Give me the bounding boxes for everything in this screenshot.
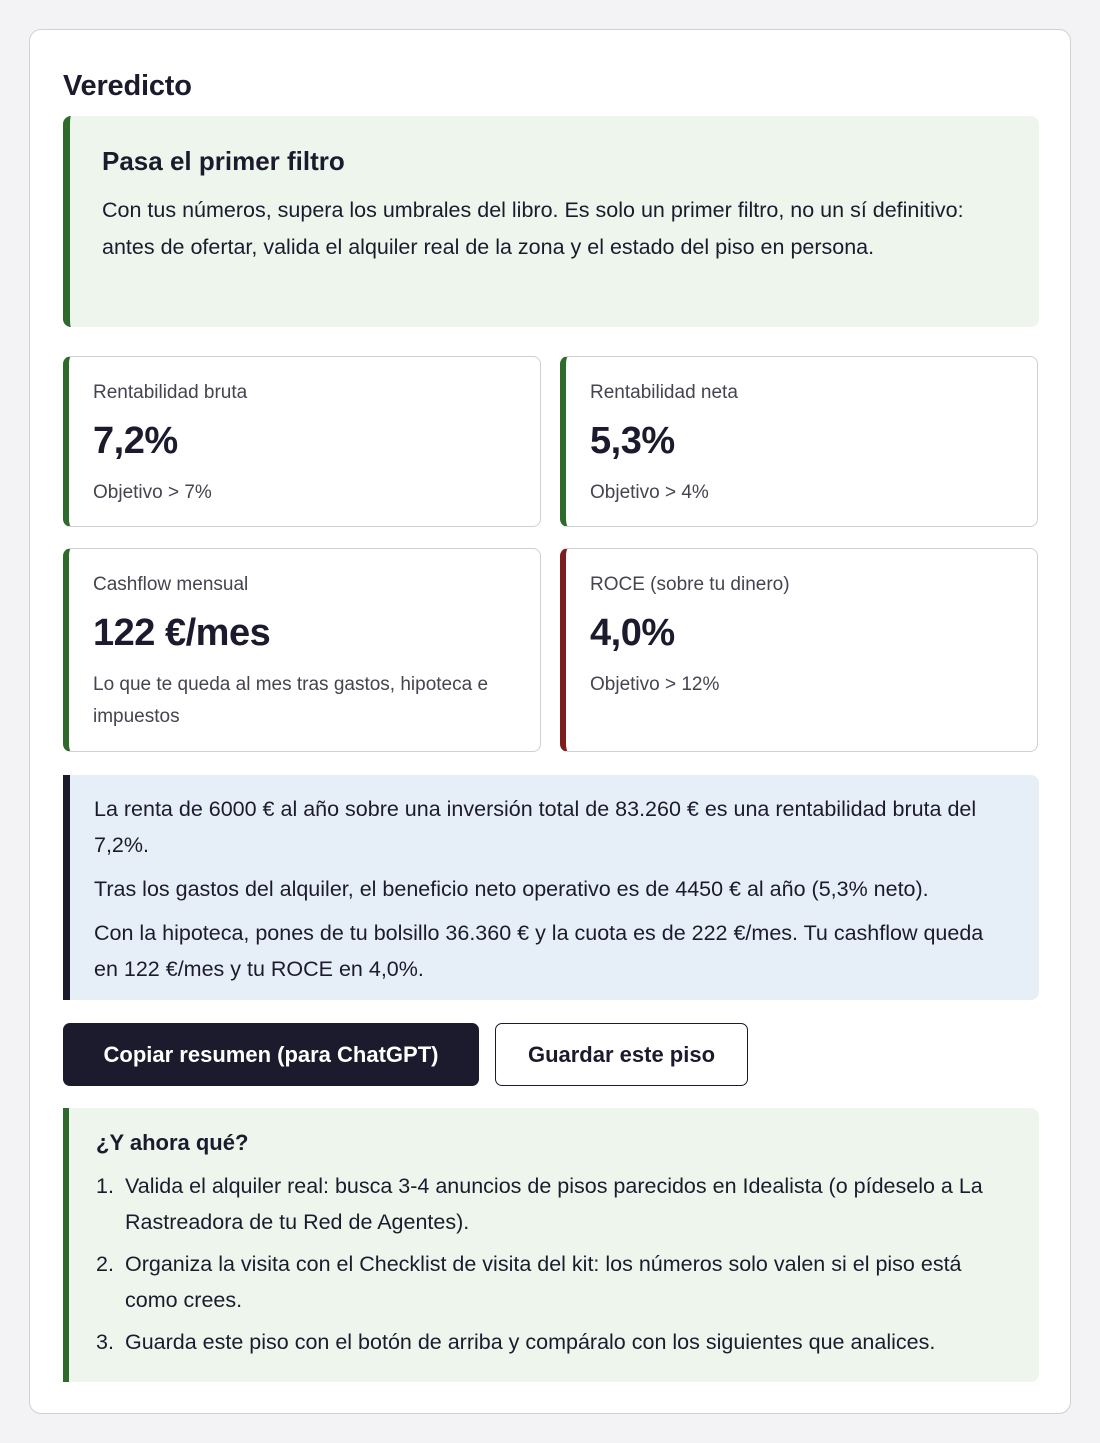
- save-flat-button[interactable]: Guardar este piso: [495, 1023, 748, 1086]
- metric-gross-yield: [63, 356, 541, 527]
- metric-note: Objetivo > 7%: [93, 482, 212, 503]
- section-title: Veredicto: [63, 70, 192, 102]
- list-item-number: 2.: [96, 1252, 114, 1276]
- summary-paragraph: Tras los gastos del alquiler, el beneficio neto operativo es de 4450 € al año (5,3% neto).: [94, 877, 929, 901]
- metric-value: 4,0%: [590, 612, 675, 654]
- metric-label: Cashflow mensual: [93, 574, 249, 595]
- metric-value: 7,2%: [93, 420, 178, 462]
- list-item: [96, 1168, 1009, 1240]
- summary-paragraph: Con la hipoteca, pones de tu bolsillo 36.360 € y la cuota es de 222 €/mes. Tu cashflow queda en 122 €/mes y tu ROCE en 4,0%.: [94, 921, 984, 981]
- metric-note: Objetivo > 12%: [590, 674, 720, 695]
- next-steps-list: [96, 1168, 1009, 1360]
- metric-value: 122 €/mes: [93, 612, 271, 654]
- metric-roce: [560, 548, 1038, 752]
- next-steps-box: [63, 1108, 1039, 1382]
- metric-label: ROCE (sobre tu dinero): [590, 574, 790, 595]
- verdict-card: [29, 29, 1071, 1414]
- next-steps-title: ¿Y ahora qué?: [96, 1130, 249, 1155]
- summary-paragraph: La renta de 6000 € al año sobre una inversión total de 83.260 € es una rentabilidad bruta del 7,2%.: [94, 797, 977, 857]
- verdict-title: Pasa el primer filtro: [102, 146, 345, 176]
- copy-summary-button[interactable]: Copiar resumen (para ChatGPT): [63, 1023, 479, 1086]
- verdict-text: Con tus números, supera los umbrales del libro. Es solo un primer filtro, no un sí definitivo: antes de ofertar, valida el alquiler real de la zona y el estado del piso en persona.: [102, 198, 964, 259]
- list-item: [96, 1324, 1009, 1360]
- metric-label: Rentabilidad neta: [590, 382, 738, 403]
- metric-monthly-cashflow: [63, 548, 541, 752]
- metric-label: Rentabilidad bruta: [93, 382, 248, 403]
- metric-value: 5,3%: [590, 420, 675, 462]
- list-item-text: Valida el alquiler real: busca 3-4 anuncios de pisos parecidos en Idealista (o pídeselo a La Rastreadora de tu Red de Agentes).: [125, 1174, 983, 1234]
- metric-note: Lo que te queda al mes tras gastos, hipoteca e impuestos: [93, 674, 489, 727]
- list-item: [96, 1246, 1009, 1318]
- summary-box: [63, 775, 1039, 1000]
- metric-net-yield: [560, 356, 1038, 527]
- metric-note: Objetivo > 4%: [590, 482, 709, 503]
- verdict-box: [63, 116, 1039, 327]
- list-item-text: Organiza la visita con el Checklist de visita del kit: los números solo valen si el piso está como crees.: [125, 1252, 962, 1312]
- list-item-text: Guarda este piso con el botón de arriba y compáralo con los siguientes que analices.: [125, 1330, 936, 1354]
- list-item-number: 3.: [96, 1330, 114, 1354]
- list-item-number: 1.: [96, 1174, 114, 1198]
